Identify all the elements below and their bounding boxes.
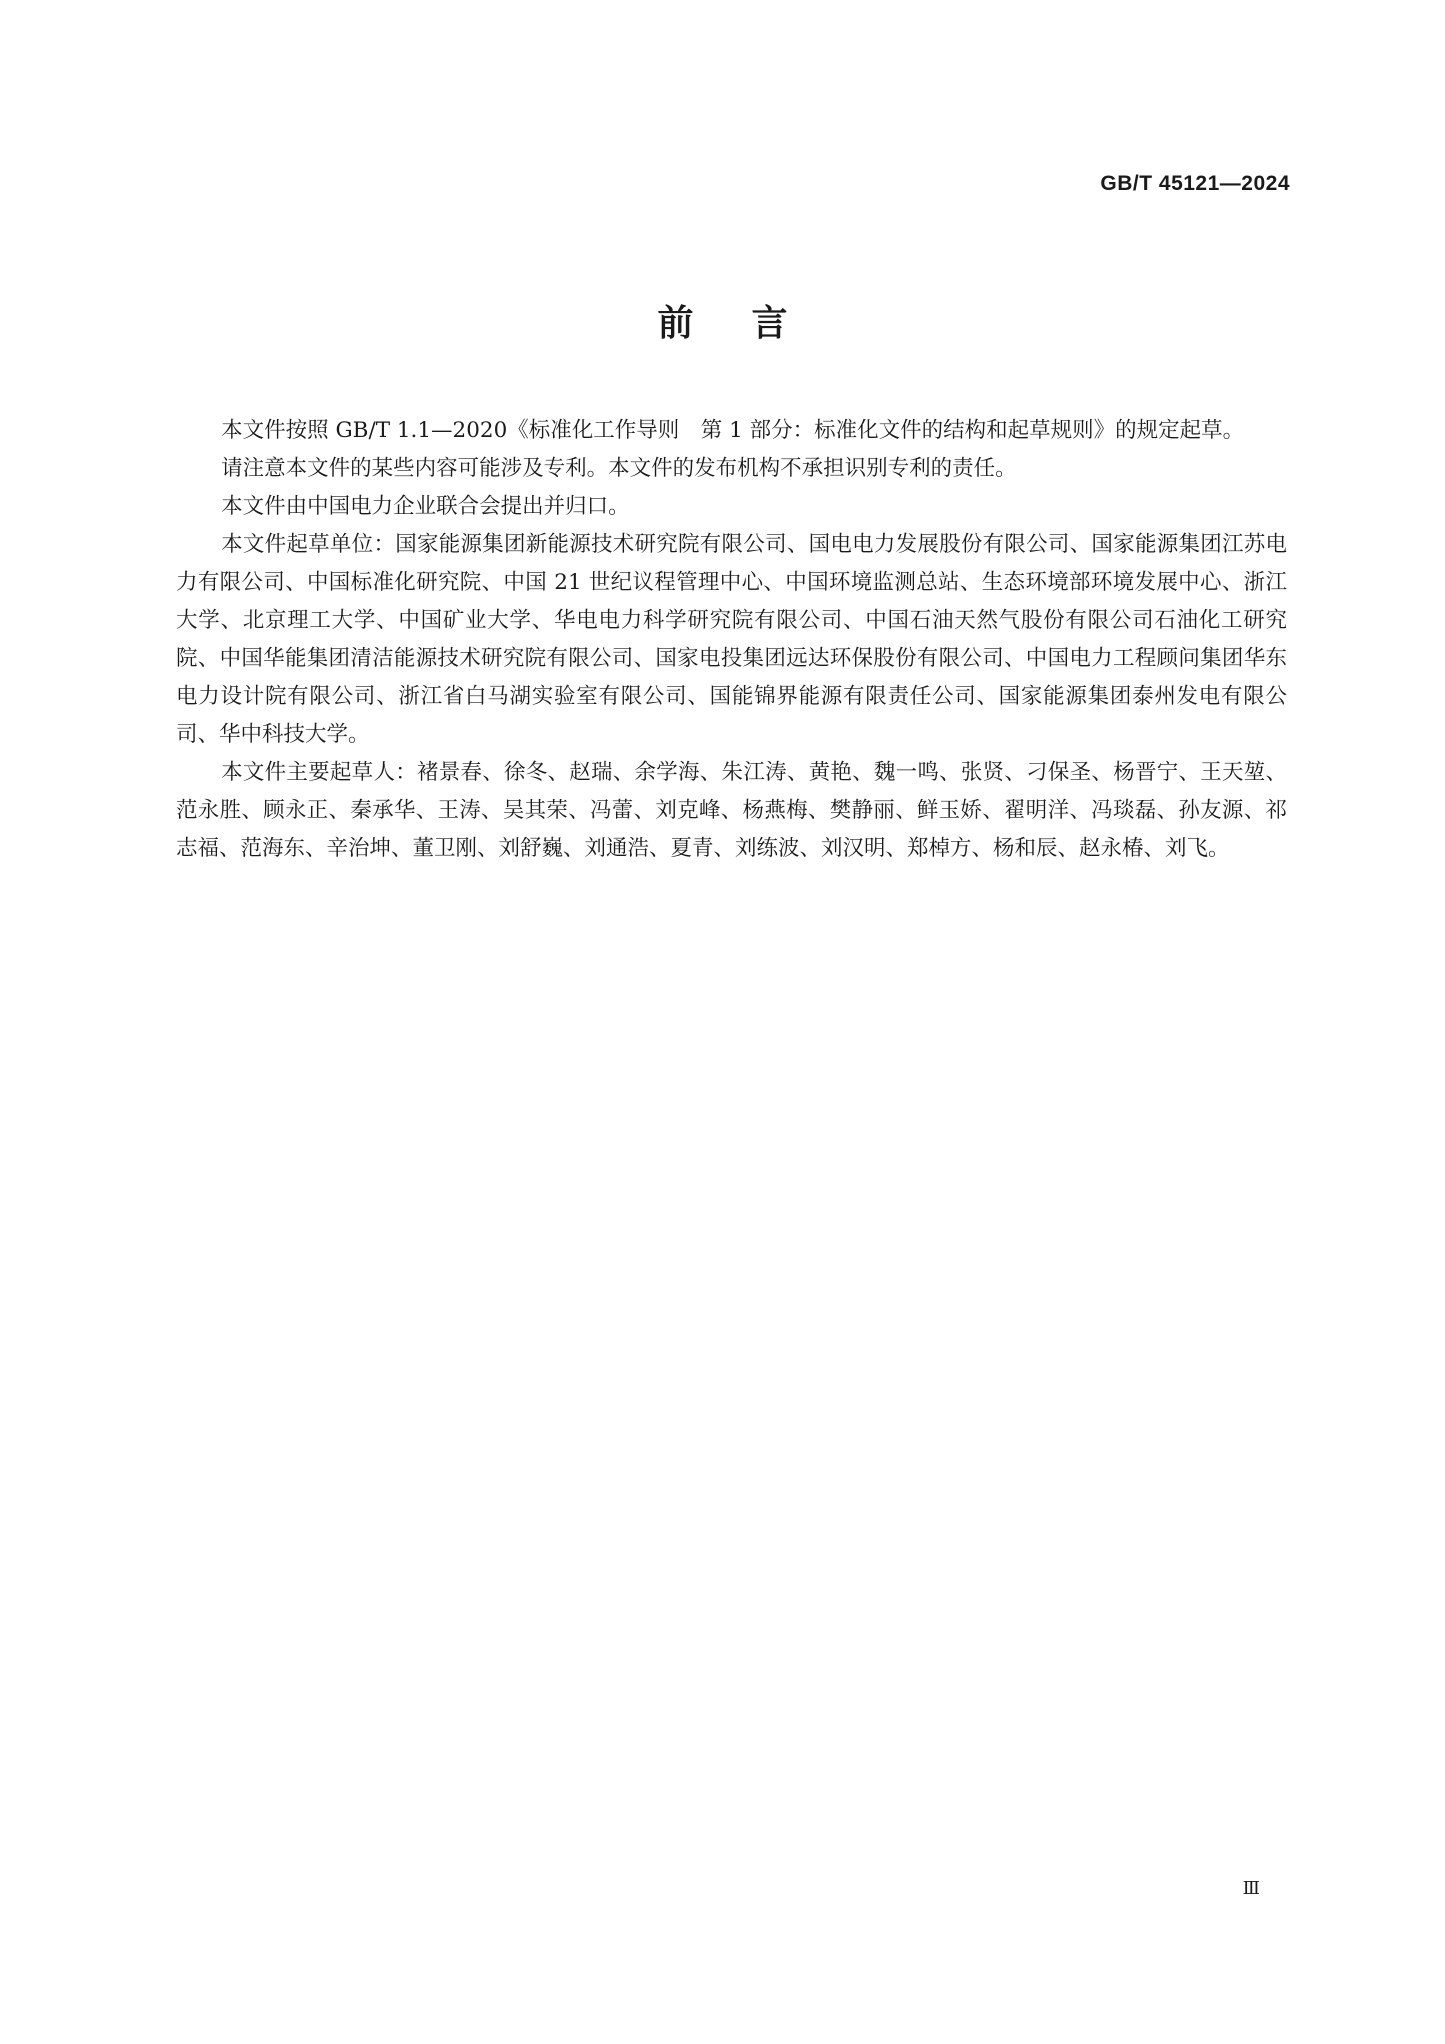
- standard-number: GB/T 45121—2024: [1100, 172, 1290, 195]
- paragraph-proposer: 本文件由中国电力企业联合会提出并归口。: [221, 494, 630, 519]
- paragraph-drafting-rules: 本文件按照 GB/T 1.1—2020《标准化工作导则 第 1 部分：标准化文件的结构和起草规则》的规定起草。: [221, 418, 1245, 443]
- foreword-body: [176, 412, 1287, 868]
- paragraph-patent-notice: 请注意本文件的某些内容可能涉及专利。本文件的发布机构不承担识别专利的责任。: [221, 456, 1017, 481]
- page-title: 前言: [657, 303, 846, 344]
- paragraph-drafters: 本文件主要起草人：褚景春、徐冬、赵瑞、余学海、朱江涛、黄艳、魏一鸣、张贤、刁保圣、杨晋宁、王天堃、范永胜、顾永正、秦承华、王涛、吴其荣、冯蕾、刘克峰、杨燕梅、樊静丽、鲜玉娇、翟明洋、冯琰磊、孙友源、祁志福、范海东、辛治坤、董卫刚、刘舒巍、刘通浩、夏青、刘练波、刘汉明、郑棹方、杨和辰、赵永椿、刘飞。: [176, 760, 1287, 861]
- page-number: Ⅲ: [1242, 1878, 1260, 1899]
- paragraph-drafting-units: 本文件起草单位：国家能源集团新能源技术研究院有限公司、国电电力发展股份有限公司、国家能源集团江苏电力有限公司、中国标准化研究院、中国 21 世纪议程管理中心、中国环境监测总站、生态环境部环境发展中心、浙江大学、北京理工大学、中国矿业大学、华电电力科学研究院有限公司、中国石油天然气股份有限公司石油化工研究院、中国华能集团清洁能源技术研究院有限公司、国家电投集团远达环保股份有限公司、中国电力工程顾问集团华东电力设计院有限公司、浙江省白马湖实验室有限公司、国能锦界能源有限责任公司、国家能源集团泰州发电有限公司、华中科技大学。: [176, 532, 1287, 747]
